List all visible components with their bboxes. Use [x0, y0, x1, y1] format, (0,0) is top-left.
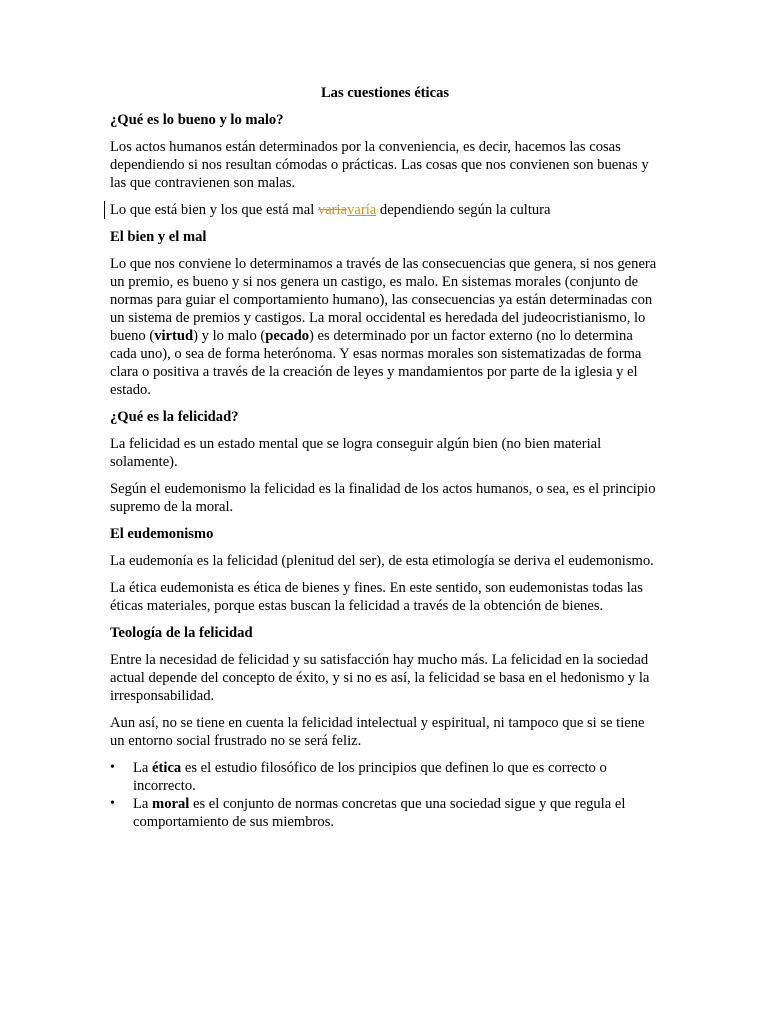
tracked-text-before: Lo que está bien y los que está mal	[110, 202, 318, 218]
change-bar-marker	[104, 201, 105, 219]
document-title: Las cuestiones éticas	[320, 85, 450, 101]
list-item	[110, 795, 660, 831]
heading-bien-mal: El bien y el mal	[110, 229, 207, 245]
tracked-change-line[interactable]	[110, 201, 660, 219]
bold-pecado: pecado	[265, 328, 310, 344]
list-item-prefix: La	[133, 796, 153, 812]
paragraph-bueno-malo: Los actos humanos están determinados por la conveniencia, es decir, hacemos las cosas dependiendo si nos resultan cómodas o prácticas. Las cosas que nos convienen son buenas y las que contravienen son malas.	[110, 139, 649, 191]
paragraph-felicidad-2: Según el eudemonismo la felicidad es la finalidad de los actos humanos, o sea, es el principio supremo de la moral.	[110, 481, 656, 515]
list-item-prefix: La	[133, 760, 153, 776]
list-item-text: es el estudio filosófico de los principios que definen lo que es correcto o incorrecto.	[133, 760, 607, 794]
paragraph-bien-mal-part1: Lo que nos conviene lo determinamos a través de las consecuencias que genera, si nos genera un premio, es bueno y si nos genera un castigo, es malo. En sistemas morales (conjunto de normas para guiar el comportamiento humano), las consecuencias ya están determinadas con un sistema de premios y castigos. La moral occidental es heredada del judeocristianismo, lo bueno (	[110, 256, 657, 344]
paragraph-bien-mal-part2: ) y lo malo (	[193, 328, 266, 344]
paragraph-felicidad-1: La felicidad es un estado mental que se logra conseguir algún bien (no bien material solamente).	[110, 436, 602, 470]
deleted-text[interactable]: varia	[317, 202, 348, 218]
paragraph-teologia-2: Aun así, no se tiene en cuenta la felicidad intelectual y espiritual, ni tampoco que si se tiene un entorno social frustrado no se será feliz.	[110, 715, 645, 749]
paragraph-teologia-1: Entre la necesidad de felicidad y su satisfacción hay mucho más. La felicidad en la sociedad actual depende del concepto de éxito, y si no es así, la felicidad se basa en el hedonismo y la irresponsabilidad.	[110, 652, 650, 704]
heading-eudemonismo: El eudemonismo	[110, 526, 214, 542]
heading-teologia: Teología de la felicidad	[110, 625, 253, 641]
list-item-text: es el conjunto de normas concretas que una sociedad sigue y que regula el comportamiento de sus miembros.	[133, 796, 626, 830]
document-page[interactable]	[110, 84, 660, 831]
list-item	[110, 759, 660, 795]
heading-bueno-malo: ¿Qué es lo bueno y lo malo?	[110, 112, 284, 128]
paragraph-eudemonismo-2: La ética eudemonista es ética de bienes y fines. En este sentido, son eudemonistas todas las éticas materiales, porque estas buscan la felicidad a través de la obtención de bienes.	[110, 580, 643, 614]
paragraph-bien-mal-part3: ) es determinado por un factor externo (no lo determina cada uno), o sea de forma heterónoma. Y esas normas morales son sistematizadas de forma clara o positiva a través de la creación de leyes y mandamientos por parte de la iglesia y el estado.	[110, 328, 642, 398]
paragraph-bien-mal	[110, 255, 660, 399]
bold-etica: ética	[152, 760, 182, 776]
paragraph-eudemonismo-1: La eudemonía es la felicidad (plenitud del ser), de esta etimología se deriva el eudemonismo.	[110, 553, 654, 569]
heading-felicidad: ¿Qué es la felicidad?	[110, 409, 239, 425]
bold-virtud: virtud	[154, 328, 194, 344]
bullet-icon: •	[110, 796, 115, 811]
bullet-icon: •	[110, 760, 115, 775]
tracked-text-after: dependiendo según la cultura	[376, 202, 551, 218]
inserted-text[interactable]: varía	[347, 202, 377, 218]
bold-moral: moral	[152, 796, 190, 812]
definitions-list	[110, 759, 660, 831]
